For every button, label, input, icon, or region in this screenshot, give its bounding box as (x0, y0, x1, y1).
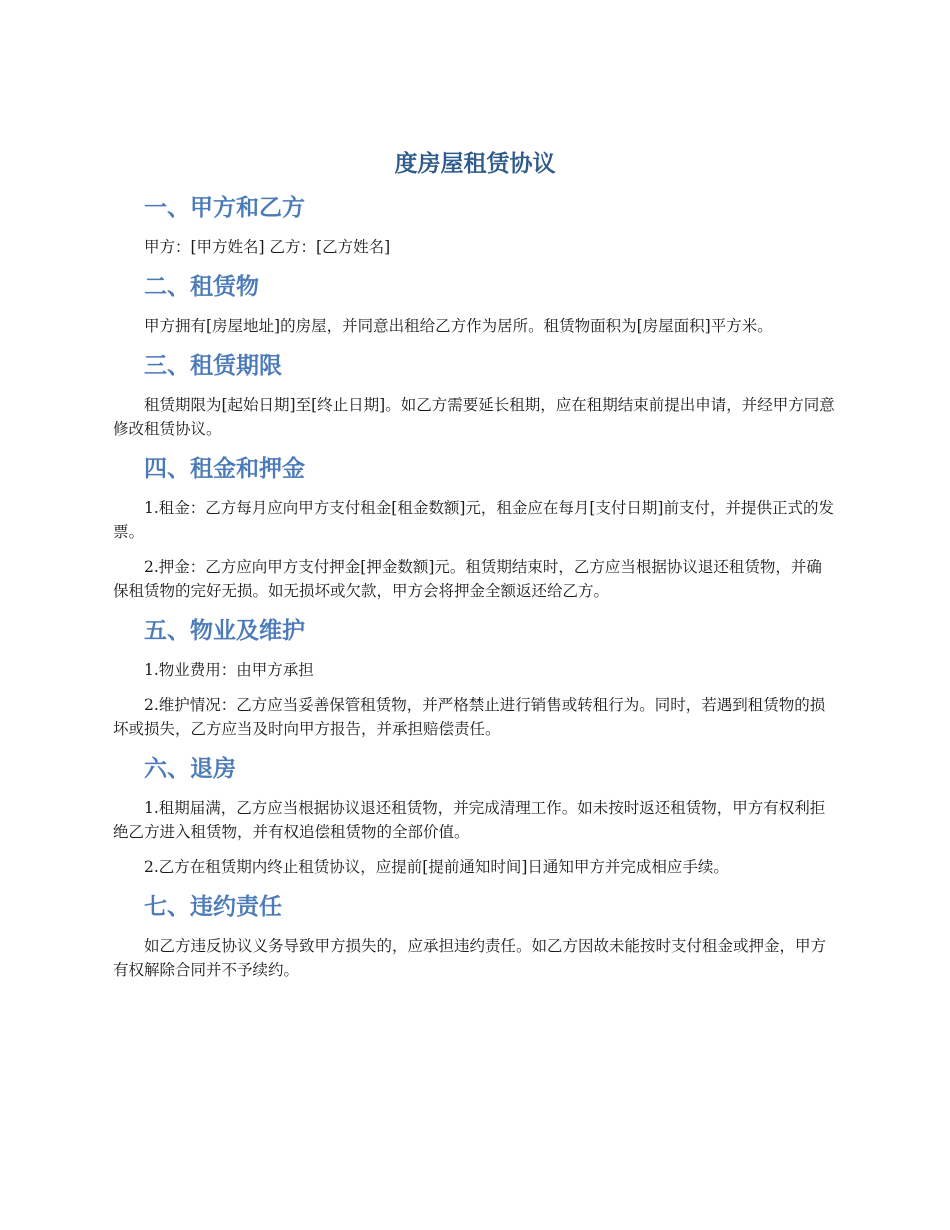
section-heading: 六、退房 (144, 756, 236, 782)
section-rent-deposit (113, 451, 835, 613)
paragraph: 2.维护情况：乙方应当妥善保管租赁物，并严格禁止进行销售或转租行为。同时，若遇到租赁物的损坏或损失，乙方应当及时向甲方报告，并承担赔偿责任。 (113, 696, 826, 738)
paragraph: 2.乙方在租赁期内终止租赁协议，应提前[提前通知时间]日通知甲方并完成相应手续。 (144, 858, 729, 876)
paragraph: 甲方拥有[房屋地址]的房屋，并同意出租给乙方作为居所。租赁物面积为[房屋面积]平方米。 (144, 317, 773, 335)
paragraph: 1.租期届满，乙方应当根据协议退还租赁物，并完成清理工作。如未按时返还租赁物，甲方有权利拒绝乙方进入租赁物，并有权追偿租赁物的全部价值。 (113, 799, 826, 841)
paragraph: 2.押金：乙方应向甲方支付押金[押金数额]元。租赁期结束时，乙方应当根据协议退还租赁物，并确保租赁物的完好无损。如无损坏或欠款，甲方会将押金全额返还给乙方。 (113, 558, 822, 600)
section-heading: 五、物业及维护 (144, 618, 305, 644)
section-heading: 三、租赁期限 (144, 353, 282, 379)
paragraph: 租赁期限为[起始日期]至[终止日期]。如乙方需要延长租期，应在租期结束前提出申请，并经甲方同意修改租赁协议。 (113, 396, 835, 438)
paragraph: 1.租金：乙方每月应向甲方支付租金[租金数额]元，租金应在每月[支付日期]前支付，并提供正式的发票。 (113, 499, 834, 541)
paragraph: 甲方：[甲方姓名] 乙方：[乙方姓名] (144, 238, 391, 256)
section-heading: 一、甲方和乙方 (144, 195, 305, 221)
section-leased-property (113, 269, 835, 348)
section-move-out (113, 751, 835, 889)
paragraph: 1.物业费用：由甲方承担 (144, 661, 314, 679)
paragraph: 如乙方违反协议义务导致甲方损失的，应承担违约责任。如乙方因故未能按时支付租金或押金，甲方有权解除合同并不予续约。 (113, 937, 827, 979)
section-breach-liability (113, 889, 835, 982)
section-heading: 七、违约责任 (144, 894, 282, 920)
section-property-maintenance (113, 613, 835, 751)
section-heading: 四、租金和押金 (144, 456, 305, 482)
document-title: 度房屋租赁协议 (394, 151, 556, 177)
document-body (113, 190, 835, 982)
section-heading: 二、租赁物 (144, 274, 259, 300)
section-lease-term (113, 348, 835, 451)
section-parties (113, 190, 835, 269)
